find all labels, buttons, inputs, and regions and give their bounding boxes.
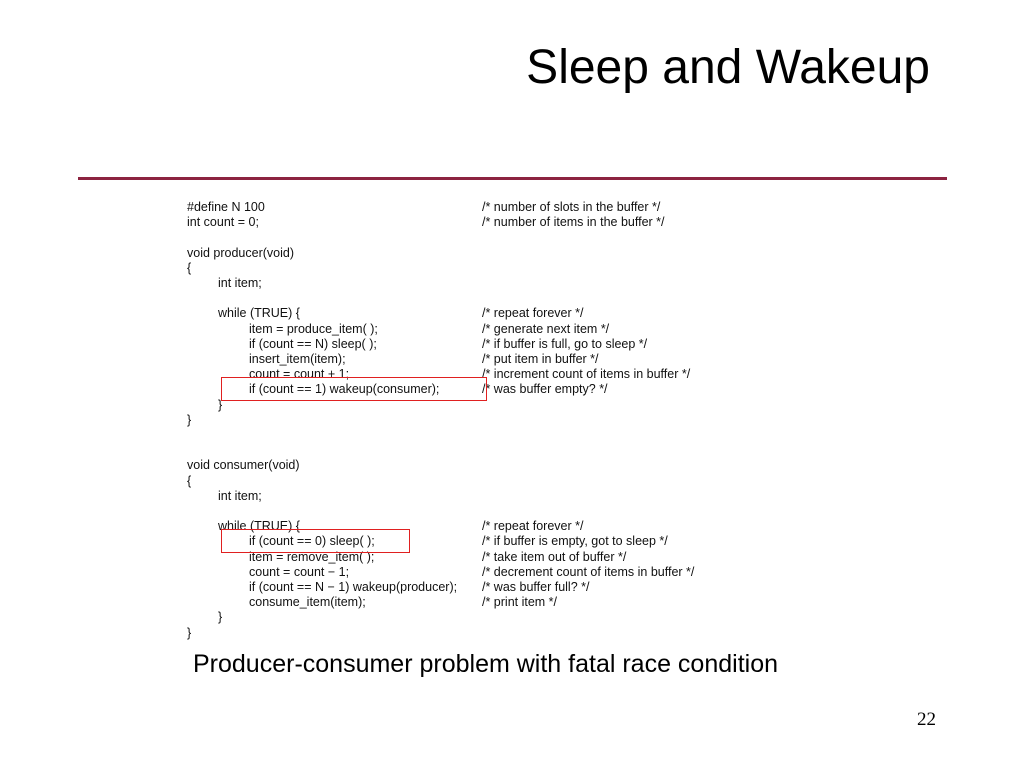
code-line: [187, 580, 787, 595]
code-text: int item;: [218, 276, 262, 290]
code-line: [187, 565, 787, 580]
code-text: count = count − 1;: [249, 564, 350, 579]
code-line: [187, 626, 787, 641]
code-comment: /* take item out of buffer */: [482, 549, 627, 564]
code-text: item = remove_item( );: [249, 549, 375, 564]
code-text: count = count + 1;: [249, 367, 350, 382]
race-highlight-box: [221, 377, 487, 401]
code-line: [187, 230, 787, 245]
code-comment: /* repeat forever */: [482, 519, 584, 534]
code-text: {: [187, 473, 192, 488]
code-comment: /* generate next item */: [482, 321, 610, 336]
code-line: [187, 246, 787, 261]
code-comment: /* number of items in the buffer */: [482, 215, 665, 230]
code-comment: /* was buffer full? */: [482, 580, 590, 594]
code-line: [187, 595, 787, 610]
code-text: while (TRUE) {: [218, 519, 300, 534]
code-comment: /* if buffer is full, go to sleep */: [482, 336, 648, 351]
code-line: [187, 215, 787, 230]
code-text: }: [187, 625, 192, 640]
code-line: [187, 261, 787, 276]
code-comment: /* increment count of items in buffer */: [482, 367, 691, 382]
code-listing: [187, 200, 787, 640]
code-line: [187, 474, 787, 489]
code-text: item = produce_item( );: [249, 321, 378, 336]
code-text: if (count == 0) sleep( );: [249, 534, 375, 549]
code-line: [187, 337, 787, 352]
code-comment: /* if buffer is empty, got to sleep */: [482, 534, 668, 549]
code-text: void consumer(void): [187, 458, 300, 473]
code-line: [187, 322, 787, 337]
code-text: insert_item(item);: [249, 352, 346, 366]
code-line: [187, 428, 787, 443]
code-line: [187, 504, 787, 519]
code-text: if (count == N − 1) wakeup(producer);: [249, 580, 458, 594]
title-divider: [78, 177, 947, 180]
code-line: [187, 610, 787, 625]
code-line: [187, 413, 787, 428]
code-line: [187, 306, 787, 321]
code-text: while (TRUE) {: [218, 306, 300, 321]
page-number: 22: [917, 709, 936, 730]
figure-caption: Producer-consumer problem with fatal race condition: [193, 650, 778, 678]
code-comment: /* number of slots in the buffer */: [482, 200, 661, 214]
code-text: }: [218, 610, 223, 625]
code-line: [187, 458, 787, 473]
code-text: if (count == N) sleep( );: [249, 336, 377, 351]
code-line: [187, 276, 787, 291]
code-line: [187, 200, 787, 215]
code-text: int item;: [218, 488, 262, 503]
code-comment: /* print item */: [482, 595, 558, 610]
code-line: [187, 352, 787, 367]
code-text: void producer(void): [187, 245, 294, 260]
code-comment: /* was buffer empty? */: [482, 382, 608, 397]
code-comment: /* repeat forever */: [482, 306, 584, 321]
code-line: [187, 291, 787, 306]
code-text: }: [187, 412, 192, 427]
code-text: if (count == 1) wakeup(consumer);: [249, 382, 440, 397]
code-comment: /* decrement count of items in buffer */: [482, 564, 695, 579]
race-highlight-box: [221, 529, 410, 553]
slide-title: Sleep and Wakeup: [526, 41, 930, 94]
code-line: [187, 443, 787, 458]
code-text: #define N 100: [187, 200, 265, 214]
code-comment: /* put item in buffer */: [482, 352, 599, 366]
code-text: consume_item(item);: [249, 595, 366, 610]
code-text: }: [218, 397, 223, 412]
code-line: [187, 489, 787, 504]
code-text: int count = 0;: [187, 215, 259, 230]
code-text: {: [187, 260, 192, 275]
